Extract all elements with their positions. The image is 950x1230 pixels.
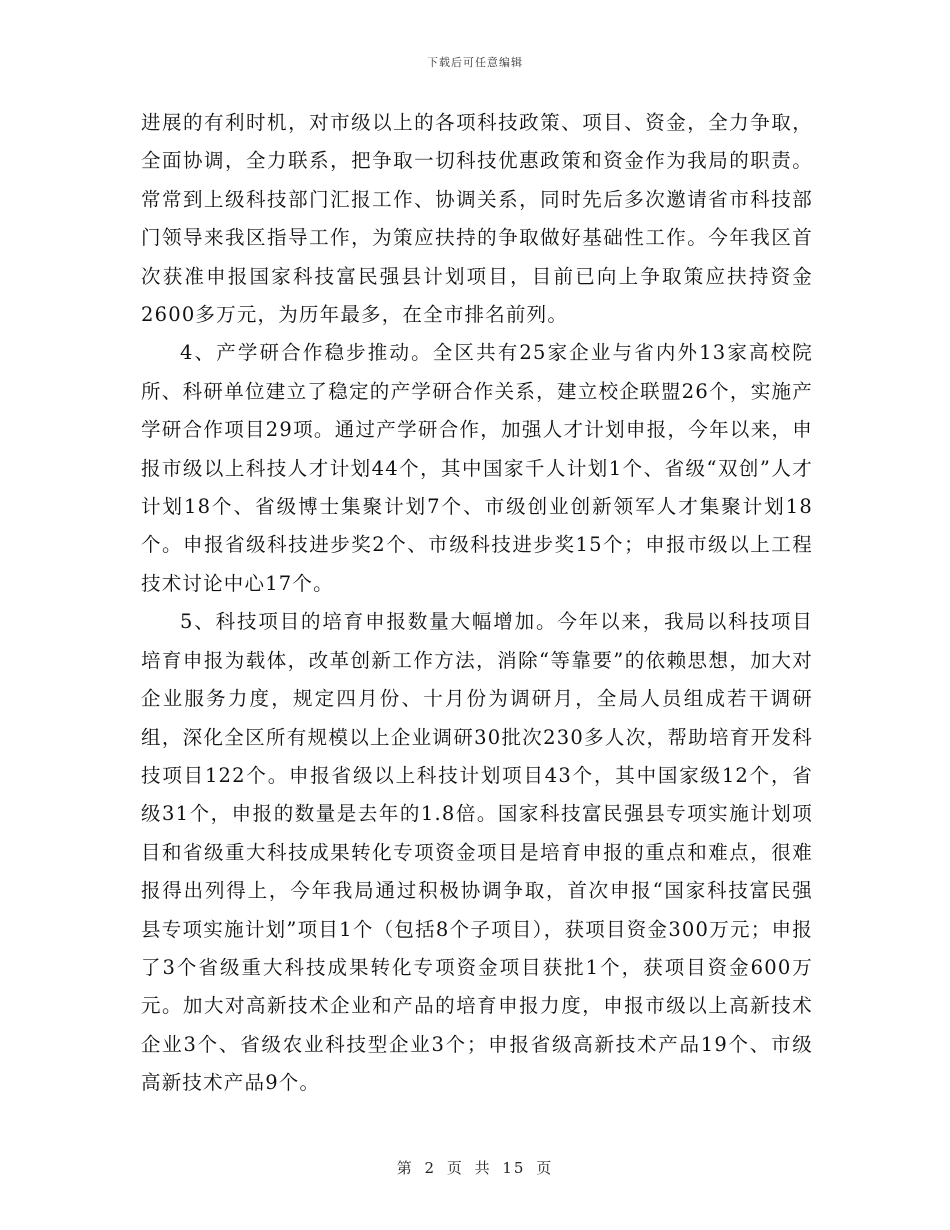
paragraph-item-5: 5、科技项目的培育申报数量大幅增加。今年以来，我局以科技项目培育申报为载体，改革创新工作方法，消除“等靠要”的依赖思想，加大对企业服务力度，规定四月份、十月份为调研月，全局人员组成若干调研组，深化全区所有规模以上企业调研30批次230多人次，帮助培育开发科技项目122个。申报省级以上科技计划项目43个，其中国家级12个，省级31个，申报的数量是去年的1.8倍。国家科技富民强县专项实施计划项目和省级重大科技成果转化专项资金项目是培育申报的重点和难点，很难报得出列得上，今年我局通过积极协调争取，首次申报“国家科技富民强县专项实施计划”项目1个（包括8个子项目），获项目资金300万元；申报了3个省级重大科技成果转化专项资金项目获批1个，获项目资金600万元。加大对高新技术企业和产品的培育申报力度，申报市级以上高新技术企业3个、省级农业科技型企业3个；申报省级高新技术产品19个、市级高新技术产品9个。 xyxy=(141,610,813,1095)
paragraph-continuation: 进展的有利时机，对市级以上的各项科技政策、项目、资金，全力争取，全面协调，全力联系，把争取一切科技优惠政策和资金作为我局的职责。常常到上级科技部门汇报工作、协调关系，同时先后多次邀请省市科技部门领导来我区指导工作，为策应扶持的争取做好基础性工作。今年我区首次获准申报国家科技富民强县计划项目，目前已向上争取策应扶持资金2600多万元，为历年最多，在全市排名前列。 xyxy=(141,111,813,327)
paragraph-item-4: 4、产学研合作稳步推动。全区共有25家企业与省内外13家高校院所、科研单位建立了稳定的产学研合作关系，建立校企联盟26个，实施产学研合作项目29项。通过产学研合作，加强人才计划申报，今年以来，申报市级以上科技人才计划44个，其中国家千人计划1个、省级“双创”人才计划18个、省级博士集聚计划7个、市级创业创新领军人才集聚计划18个。申报省级科技进步奖2个、市级科技进步奖15个；申报市级以上工程技术讨论中心17个。 xyxy=(141,341,813,595)
page-header: 下载后可任意编辑 xyxy=(427,56,523,69)
document-body xyxy=(141,104,813,1103)
page-number-footer: 第 2 页 共 15 页 xyxy=(396,1159,554,1177)
